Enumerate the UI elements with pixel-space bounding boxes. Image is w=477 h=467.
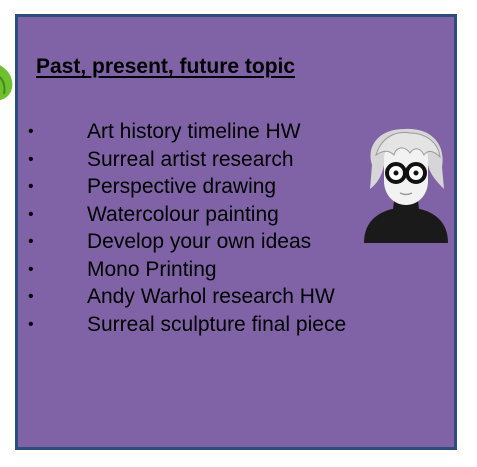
- bullet: •: [28, 123, 34, 140]
- list-item-text: Art history timeline HW: [87, 120, 301, 143]
- list-item: [26, 283, 346, 311]
- bullet: •: [28, 233, 34, 250]
- bullet: •: [28, 150, 34, 168]
- bullet: •: [28, 178, 34, 195]
- list-item-text: Develop your own ideas: [87, 230, 312, 253]
- list-item-text: Surreal artist research: [87, 147, 294, 171]
- green-leaf-icon: [0, 58, 16, 104]
- list-item: [26, 228, 346, 256]
- list-item-text: Watercolour painting: [87, 202, 279, 226]
- bullet: •: [28, 260, 34, 278]
- topic-title: Past, present, future topic: [36, 55, 296, 78]
- list-item: [26, 311, 346, 339]
- bullet: •: [28, 288, 34, 305]
- list-item-text: Mono Printing: [87, 257, 217, 281]
- list-item-text: Perspective drawing: [87, 175, 277, 198]
- topic-list: [26, 118, 346, 338]
- bullet: •: [28, 205, 34, 223]
- list-item: [26, 146, 346, 174]
- andy-warhol-avatar-icon: [358, 125, 454, 243]
- list-item-text: Andy Warhol research HW: [87, 285, 335, 308]
- list-item: [26, 256, 346, 284]
- list-item: [26, 201, 346, 229]
- topic-card: [15, 14, 457, 450]
- bullet: •: [28, 315, 34, 333]
- list-item-text: Surreal sculpture final piece: [87, 312, 347, 336]
- list-item: [26, 118, 346, 146]
- list-item: [26, 173, 346, 201]
